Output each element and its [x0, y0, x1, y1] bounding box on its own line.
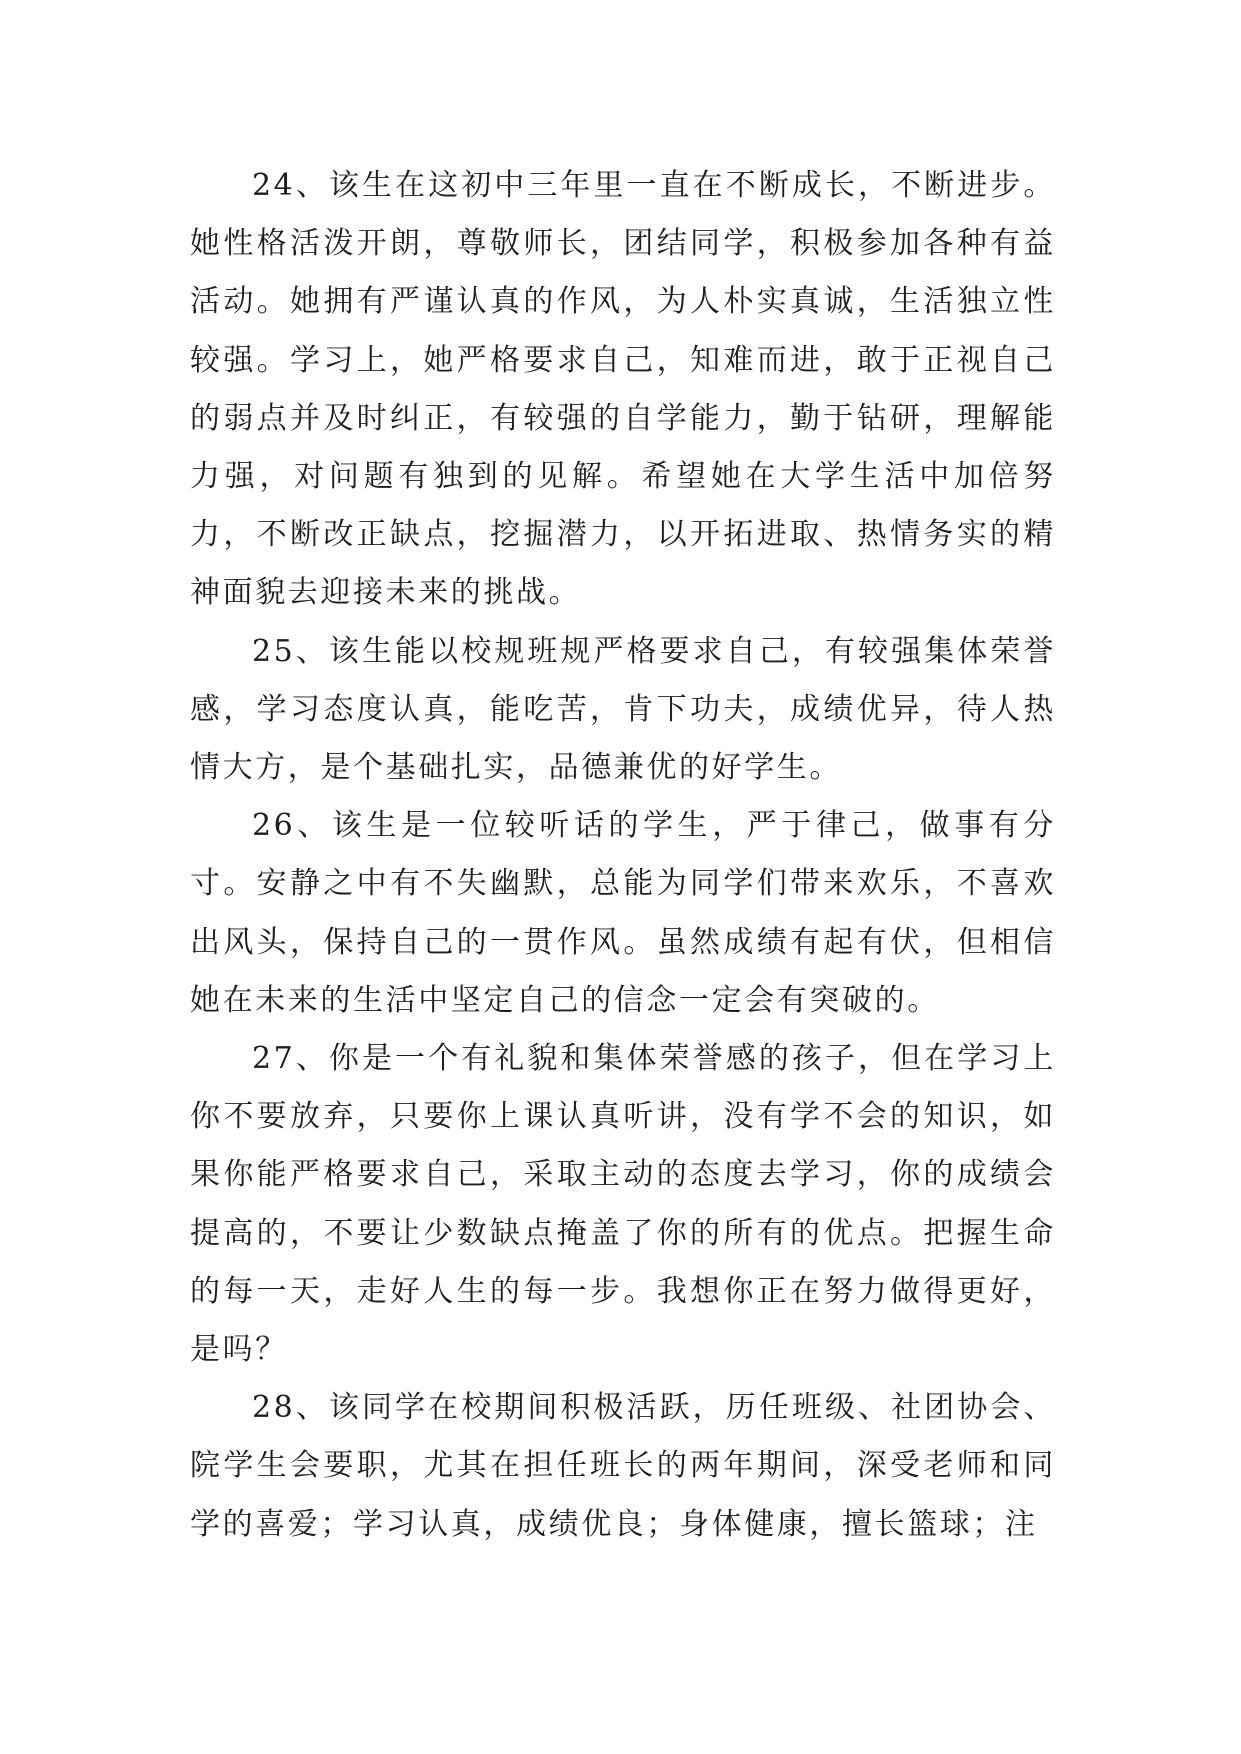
- paragraph-24: 24、该生在这初中三年里一直在不断成长，不断进步。她性格活泼开朗，尊敬师长，团结同学，积极参加各种有益活动。她拥有严谨认真的作风，为人朴实真诚，生活独立性较强。学习上，她严格要求自己，知难而进，敢于正视自己的弱点并及时纠正，有较强的自学能力，勤于钻研，理解能力强，对问题有独到的见解。希望她在大学生活中加倍努力，不断改正缺点，挖掘潜力，以开拓进取、热情务实的精神面貌去迎接未来的挑战。: [190, 168, 1056, 611]
- document-body: [190, 157, 1056, 1554]
- paragraph-26: 26、该生是一位较听话的学生，严于律己，做事有分寸。安静之中有不失幽默，总能为同学们带来欢乐，不喜欢出风头，保持自己的一贯作风。虽然成绩有起有伏，但相信她在未来的生活中坚定自己的信念一定会有突破的。: [190, 808, 1056, 1018]
- paragraph-28: 28、该同学在校期间积极活跃，历任班级、社团协会、院学生会要职，尤其在担任班长的两年期间，深受老师和同学的喜爱；学习认真，成绩优良；身体健康，擅长篮球；注: [190, 1390, 1056, 1542]
- paragraph-27: 27、你是一个有礼貌和集体荣誉感的孩子，但在学习上你不要放弃，只要你上课认真听讲，没有学不会的知识，如果你能严格要求自己，采取主动的态度去学习，你的成绩会提高的，不要让少数缺点掩盖了你的所有的优点。把握生命的每一天，走好人生的每一步。我想你正在努力做得更好，是吗？: [190, 1041, 1056, 1368]
- paragraph-25: 25、该生能以校规班规严格要求自己，有较强集体荣誉感，学习态度认真，能吃苦，肯下功夫，成绩优异，待人热情大方，是个基础扎实，品德兼优的好学生。: [190, 633, 1056, 786]
